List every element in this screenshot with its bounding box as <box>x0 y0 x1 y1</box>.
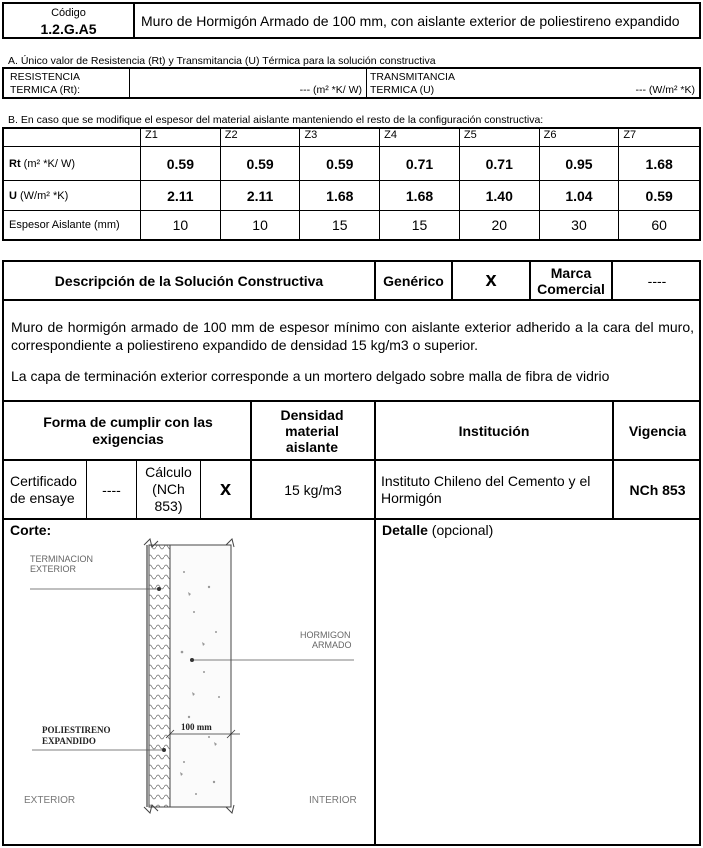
section-a-box <box>2 67 701 99</box>
rt-value: 0.59 <box>300 147 380 181</box>
calculo-mark: x <box>219 478 232 500</box>
label-poliestireno-2: EXPANDIDO <box>42 736 96 746</box>
label-hormigon-2: ARMADO <box>312 640 352 650</box>
certificado-value: ---- <box>102 481 121 498</box>
vigencia-header: Vigencia <box>628 422 687 439</box>
rt-value: 0.71 <box>459 147 539 181</box>
u-value: 2.11 <box>141 181 221 211</box>
generico-mark: x <box>485 269 497 291</box>
descripcion-paragraph-2: La capa de terminación exterior corresponde a un mortero delgado sobre malla de fibra de vidrio <box>11 368 610 384</box>
forma-cumplir-header: Forma de cumplir con las exigencias <box>43 413 213 447</box>
zone-header: Z7 <box>619 128 700 147</box>
solution-block <box>2 260 701 846</box>
section-b-heading: B. En caso que se modifique el espesor del material aislante manteniendo el resto de la configuración constructiva: <box>8 114 544 126</box>
detalle-label: Detalle (opcional) <box>382 522 494 538</box>
rt-row-label: Rt (m² *K/ W) <box>3 147 141 181</box>
zones-table <box>2 127 701 241</box>
institucion-header: Institución <box>458 422 530 439</box>
u-value: 1.04 <box>539 181 619 211</box>
calculo-label: Cálculo (NCh 853) <box>145 464 192 514</box>
marca-comercial-label: Marca Comercial <box>537 265 605 297</box>
certificado-label: Certificado de ensaye <box>10 472 77 506</box>
vigencia-value: NCh 853 <box>629 481 686 498</box>
generico-label: Genérico <box>383 272 444 289</box>
espesor-value: 20 <box>459 210 539 240</box>
espesor-value: 15 <box>380 210 460 240</box>
zone-header: Z6 <box>539 128 619 147</box>
espesor-value: 15 <box>300 210 380 240</box>
espesor-row <box>3 210 700 240</box>
rt-value: 0.59 <box>141 147 221 181</box>
rt-row <box>3 147 700 181</box>
document-title: Muro de Hormigón Armado de 100 mm, con aislante exterior de poliestireno expandido <box>141 12 680 29</box>
resistencia-label-2: TERMICA (Rt): <box>10 84 80 96</box>
corte-label: Corte: <box>10 522 52 538</box>
espesor-value: 60 <box>619 210 700 240</box>
label-interior: INTERIOR <box>309 795 357 806</box>
descripcion-paragraph-1: Muro de hormigón armado de 100 mm de espesor mínimo con aislante exterior adherido a la cara del muro, correspondiente a poliestireno expandido de densidad 15 kg/m3 o superior. <box>11 319 694 353</box>
densidad-header: Densidad material aislante <box>280 406 344 455</box>
rt-value: 0.71 <box>380 147 460 181</box>
descripcion-title: Descripción de la Solución Constructiva <box>54 272 324 289</box>
u-value: 1.68 <box>380 181 460 211</box>
wall-section-drawing <box>4 532 372 846</box>
codigo-label: Código <box>51 7 86 19</box>
zone-header: Z4 <box>380 128 460 147</box>
u-row-label: U (W/m² *K) <box>3 181 141 211</box>
transmitancia-label-2: TERMICA (U) <box>370 84 435 96</box>
section-a-heading: A. Único valor de Resistencia (Rt) y Transmitancia (U) Térmica para la solución constructiva <box>8 55 436 67</box>
label-terminacion-2: EXTERIOR <box>30 564 77 574</box>
rt-value: 1.68 <box>619 147 700 181</box>
resistencia-label-1: RESISTENCIA <box>10 71 81 83</box>
u-value: 1.68 <box>300 181 380 211</box>
u-value: 0.59 <box>619 181 700 211</box>
zone-header: Z2 <box>220 128 300 147</box>
rt-value: 0.59 <box>220 147 300 181</box>
document-title-box <box>133 2 701 39</box>
label-terminacion-1: TERMINACION <box>30 554 93 564</box>
marca-comercial-value: ---- <box>647 272 667 289</box>
codigo-box <box>2 2 135 39</box>
institucion-value: Instituto Chileno del Cemento y el Hormigón <box>381 472 591 506</box>
espesor-value: 30 <box>539 210 619 240</box>
label-dimension: 100 mm <box>181 722 212 732</box>
espesor-value: 10 <box>141 210 221 240</box>
label-exterior: EXTERIOR <box>24 795 76 806</box>
codigo-value: 1.2.G.A5 <box>40 21 97 37</box>
espesor-row-label: Espesor Aislante (mm) <box>3 210 141 240</box>
zone-header: Z3 <box>300 128 380 147</box>
u-value: 1.40 <box>459 181 539 211</box>
resistencia-value: --- (m² *K/ W) <box>299 84 362 96</box>
transmitancia-label-1: TRANSMITANCIA <box>370 71 455 83</box>
u-row <box>3 181 700 211</box>
densidad-value: 15 kg/m3 <box>284 481 342 498</box>
label-hormigon-1: HORMIGON <box>300 630 351 640</box>
espesor-value: 10 <box>220 210 300 240</box>
zones-header-row <box>3 128 700 147</box>
u-value: 2.11 <box>220 181 300 211</box>
concrete-layer <box>170 545 231 807</box>
label-poliestireno-1: POLIESTIRENO <box>42 725 111 735</box>
transmitancia-value: --- (W/m² *K) <box>635 84 695 96</box>
zone-header: Z5 <box>459 128 539 147</box>
zone-header: Z1 <box>141 128 221 147</box>
rt-value: 0.95 <box>539 147 619 181</box>
insulation-layer <box>149 545 170 807</box>
